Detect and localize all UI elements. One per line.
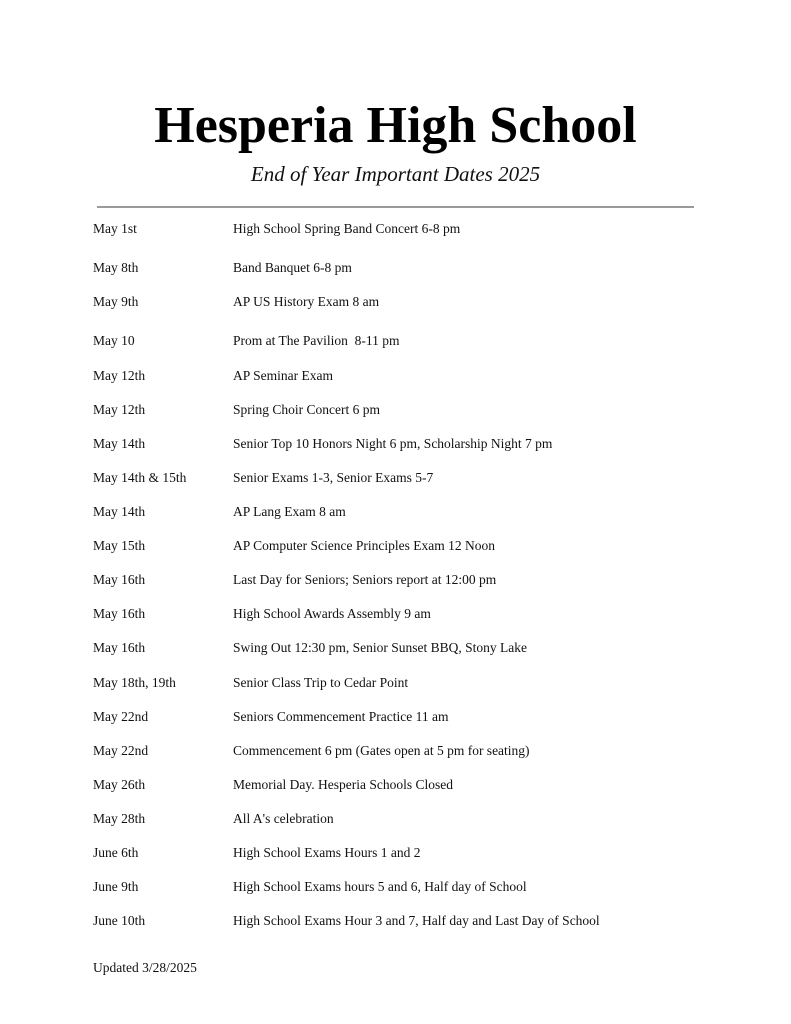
event-date: May 12th — [93, 368, 146, 383]
updated-note: Updated 3/28/2025 — [93, 960, 197, 975]
event-date: May 16th — [93, 606, 146, 621]
event-date: May 14th & 15th — [93, 470, 187, 485]
event-description: High School Exams Hours 1 and 2 — [233, 845, 421, 860]
event-date: May 9th — [93, 294, 139, 309]
event-description: Senior Class Trip to Cedar Point — [233, 675, 409, 690]
event-description: Senior Exams 1-3, Senior Exams 5-7 — [233, 470, 434, 485]
event-date: June 9th — [93, 879, 139, 894]
event-date: May 16th — [93, 572, 146, 587]
event-date: May 14th — [93, 436, 146, 451]
event-description: AP Seminar Exam — [233, 368, 333, 383]
event-description: High School Exams hours 5 and 6, Half day of School — [233, 879, 527, 894]
event-date: May 8th — [93, 260, 139, 275]
event-description: Spring Choir Concert 6 pm — [233, 402, 380, 417]
page-title: Hesperia High School — [154, 97, 637, 154]
event-date: May 1st — [93, 221, 137, 236]
event-date: May 15th — [93, 538, 146, 553]
event-date: May 26th — [93, 777, 146, 792]
event-date: May 22nd — [93, 743, 149, 758]
event-description: Band Banquet 6-8 pm — [233, 260, 352, 275]
event-description: High School Exams Hour 3 and 7, Half day and Last Day of School — [233, 913, 600, 928]
event-description: Swing Out 12:30 pm, Senior Sunset BBQ, Stony Lake — [233, 640, 528, 655]
event-date: June 6th — [93, 845, 139, 860]
event-description: Prom at The Pavilion 8-11 pm — [233, 333, 400, 348]
event-description: Seniors Commencement Practice 11 am — [233, 709, 449, 724]
header-divider — [97, 206, 694, 208]
event-description: Last Day for Seniors; Seniors report at 12:00 pm — [233, 572, 497, 587]
event-description: Commencement 6 pm (Gates open at 5 pm for seating) — [233, 743, 530, 758]
event-description: AP Lang Exam 8 am — [233, 504, 346, 519]
event-date: May 18th, 19th — [93, 675, 176, 690]
event-date: May 12th — [93, 402, 146, 417]
event-description: Memorial Day. Hesperia Schools Closed — [233, 777, 453, 792]
event-date: May 14th — [93, 504, 146, 519]
event-date: May 28th — [93, 811, 146, 826]
event-date: June 10th — [93, 913, 146, 928]
page-subtitle: End of Year Important Dates 2025 — [250, 162, 541, 186]
event-description: AP US History Exam 8 am — [233, 294, 380, 309]
event-date: May 10 — [93, 333, 135, 348]
event-date: May 22nd — [93, 709, 149, 724]
event-description: High School Awards Assembly 9 am — [233, 606, 431, 621]
event-description: High School Spring Band Concert 6-8 pm — [233, 221, 461, 236]
event-description: All A's celebration — [233, 811, 334, 826]
event-description: Senior Top 10 Honors Night 6 pm, Scholarship Night 7 pm — [233, 436, 553, 451]
event-date: May 16th — [93, 640, 146, 655]
event-description: AP Computer Science Principles Exam 12 Noon — [233, 538, 495, 553]
